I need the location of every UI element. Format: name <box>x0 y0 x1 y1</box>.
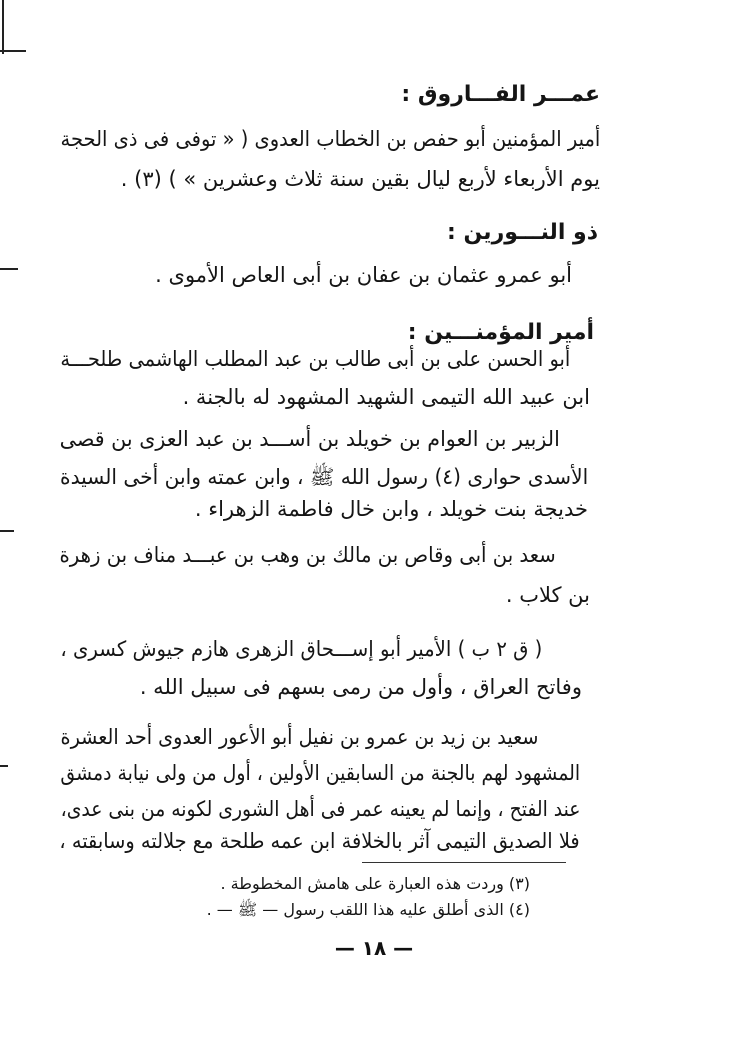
text-line: أبو عمرو عثمان بن عفان بن أبى العاص الأموى . <box>155 263 572 287</box>
text-line: الأسدى حوارى (٤) رسول الله ﷺ ، وابن عمته وابن أخى السيدة <box>59 465 588 489</box>
text-line: أبو الحسن على بن أبى طالب بن عبد المطلب الهاشمى طلحـــة <box>60 347 570 371</box>
text-line: عند الفتح ، وإنما لم يعينه عمر فى أهل الشورى لكونه من بنى عدى، <box>60 797 580 821</box>
text-line: وفاتح العراق ، وأول من رمى بسهم فى سبيل الله . <box>139 675 582 699</box>
margin-mark <box>0 50 26 52</box>
section-heading-dhun-nurayn: ذو النـــورين : <box>447 220 598 245</box>
text-line: فلا الصديق التيمى آثر بالخلافة ابن عمه طلحة مع جلالته وسابقته ، <box>59 829 580 853</box>
footnote: (٣) وردت هذه العبارة على هامش المخطوطة . <box>220 874 530 893</box>
text-line: بن كلاب . <box>505 583 590 607</box>
page-number: — ١٨ — <box>334 936 414 960</box>
text-line: ابن عبيد الله التيمى الشهيد المشهود له بالجنة . <box>182 385 590 409</box>
margin-mark-vertical <box>2 0 4 54</box>
text-line: المشهود لهم بالجنة من السابقين الأولين ، أول من ولى نيابة دمشق <box>60 761 580 785</box>
text-line: سعد بن أبى وقاص بن مالك بن وهب بن عبـــد مناف بن زهرة <box>59 543 556 567</box>
footnote-separator <box>362 862 566 863</box>
text-line: يوم الأربعاء لأربع ليال بقين سنة ثلاث وعشرين » ) (٣) . <box>120 167 600 191</box>
margin-mark <box>0 765 8 767</box>
footnote: (٤) الذى أطلق عليه هذا اللقب رسول — ﷺ — . <box>206 900 530 919</box>
section-heading-amir-al-muminin: أمير المؤمنـــين : <box>407 320 594 345</box>
text-line: الزبير بن العوام بن خويلد بن أســـد بن عبد العزى بن قصى <box>59 427 560 451</box>
text-line: خديجة بنت خويلد ، وابن خال فاطمة الزهراء . <box>194 497 588 521</box>
text-line: ( ق ٢ ب ) الأمير أبو إســـحاق الزهرى هازم جيوش كسرى ، <box>60 637 542 661</box>
margin-mark <box>0 268 18 270</box>
section-heading-farooq: عمـــر الفـــاروق : <box>401 82 600 107</box>
margin-mark <box>0 530 14 532</box>
text-line: سعيد بن زيد بن عمرو بن نفيل أبو الأعور العدوى أحد العشرة <box>60 725 538 749</box>
text-line: أمير المؤمنين أبو حفص بن الخطاب العدوى ( « توفى فى ذى الحجة <box>60 127 600 151</box>
